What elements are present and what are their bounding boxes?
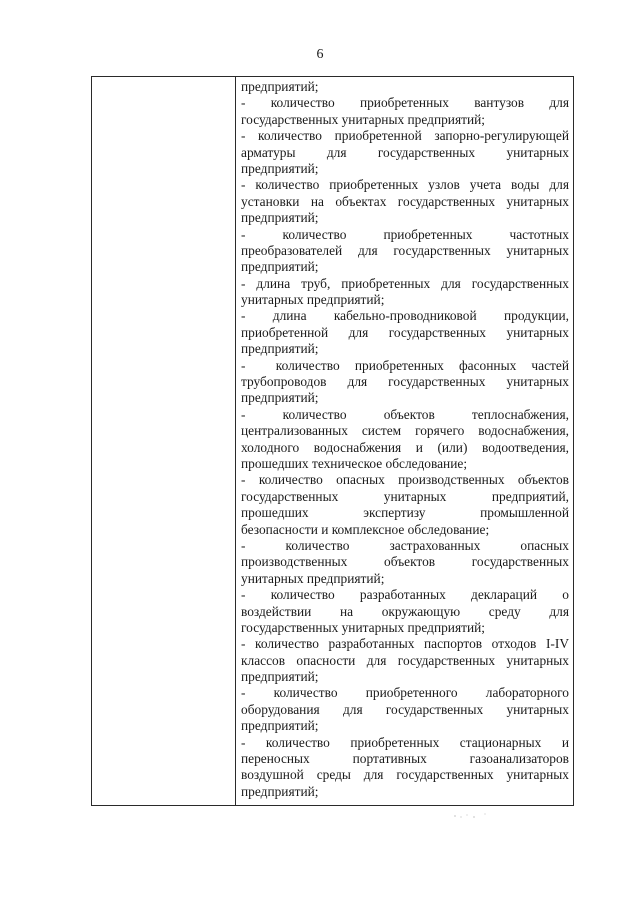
text-line: предприятий; [241,783,319,799]
text-line: установки на объектах государственных унитарных [241,193,569,209]
text-line: предприятий; [241,669,319,685]
text-line: прошедших экспертизу промышленной [241,505,569,521]
page-number: 6 [316,47,324,62]
text-line: воздействии на окружающую среду для [241,603,569,619]
text-line: - количество приобретенной запорно-регулирующей [241,128,569,144]
text-line: централизованных систем горячего водоснабжения, [241,423,569,439]
text-line: предприятий; [241,160,319,176]
text-line: - количество разработанных деклараций о [241,587,569,603]
text-line: воздушной среды для государственных унитарных [241,767,569,783]
text-line: прошедших техническое обследование; [241,455,468,471]
text-line: предприятий; [241,718,319,734]
text-line: преобразователей для государственных унитарных [241,242,569,258]
text-line: государственных унитарных предприятий; [241,619,486,635]
table-right-cell [236,77,573,805]
text-line: арматуры для государственных унитарных [241,144,569,160]
text-line: предприятий; [241,259,319,275]
text-line: - количество приобретенных фасонных частей [241,357,569,373]
text-line: предприятий; [241,210,319,226]
text-line: государственных унитарных предприятий, [241,488,569,504]
document-table [91,76,574,806]
text-line: - количество приобретенных частотных [241,226,569,242]
text-line: трубопроводов для государственных унитарных [241,374,569,390]
text-line: предприятий; [241,390,319,406]
scan-artifact [452,812,492,820]
text-line: государственных унитарных предприятий; [241,111,486,127]
text-line: унитарных предприятий; [241,292,385,308]
text-line: предприятий; [241,341,319,357]
text-line: - количество опасных производственных объектов [241,472,569,488]
text-line: холодного водоснабжения и (или) водоотведения, [241,439,569,455]
text-line: приобретенной для государственных унитарных [241,324,569,340]
text-line: переносных портативных газоанализаторов [241,751,569,767]
text-line: предприятий; [241,79,319,94]
text-line: - длина труб, приобретенных для государственных [241,275,569,291]
text-line: классов опасности для государственных унитарных [241,652,569,668]
text-line: производственных объектов государственных [241,554,569,570]
text-line: - количество приобретенного лабораторного [241,685,569,701]
text-line: - количество застрахованных опасных [241,537,569,553]
text-line: унитарных предприятий; [241,570,385,586]
text-line: - количество приобретенных вантузов для [241,95,569,111]
table-left-cell [92,77,236,805]
text-line: безопасности и комплексное обследование; [241,521,490,537]
text-line: - количество приобретенных стационарных и [241,734,569,750]
text-line: - количество объектов теплоснабжения, [241,406,569,422]
text-line: оборудования для государственных унитарных [241,701,569,717]
text-line: - количество приобретенных узлов учета воды для [241,177,569,193]
text-line: - количество разработанных паспортов отходов I-IV [241,636,569,652]
text-line: - длина кабельно-проводниковой продукции, [241,308,569,324]
